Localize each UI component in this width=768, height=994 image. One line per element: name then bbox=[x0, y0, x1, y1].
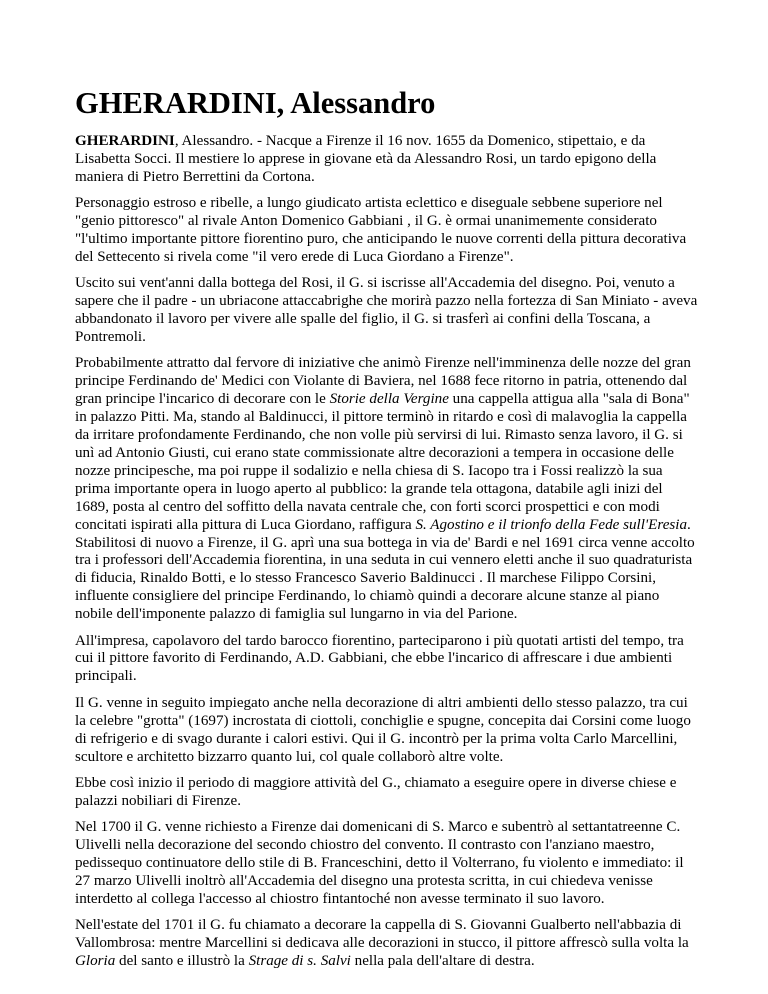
paragraph-9-text-b: del santo e illustrò la bbox=[115, 953, 249, 970]
artwork-title-agostino: S. Agostino e il trionfo della Fede sull'Eresia bbox=[415, 516, 688, 533]
paragraph-4 bbox=[75, 355, 700, 624]
paragraph-9-text-c: nella pala dell'altare di destra. bbox=[350, 953, 535, 970]
artwork-title-storie: Storie della Vergine bbox=[329, 391, 449, 408]
paragraph-4-text-a: Probabilmente attratto dal fervore di iniziative che animò Firenze nell'imminenza delle nozze del gran principe Ferdinando de' Medici con Violante di Baviera, nel 1688 fece ritorno in patria, ottenendo dal gran principe l'incarico di decorare con le bbox=[75, 355, 691, 408]
paragraph-6: Il G. venne in seguito impiegato anche nella decorazione di altri ambienti dello stesso palazzo, tra cui la celebre "grotta" (1697) incrostata di ciottoli, conchiglie e spugne, concepita dai Corsini come luogo di refrigerio e di svago durante i calori estivi. Qui il G. incontrò per la prima volta Carlo Marcellini, scultore e architetto bizzarro quanto lui, col quale collaborò altre volte. bbox=[75, 694, 691, 765]
paragraph-3: Uscito sui vent'anni dalla bottega del Rosi, il G. si iscrisse all'Accademia del disegno. Poi, venuto a sapere che il padre - un ubriacone attaccabrighe che morirà pazzo nella fortezza di San Miniato - aveva abbandonato il lavoro per vivere alle spalle del figlio, il G. si trasferì ai confini della Toscana, a Pontremoli. bbox=[75, 275, 698, 346]
paragraph-9-text-a: Nell'estate del 1701 il G. fu chiamato a decorare la cappella di S. Giovanni Gualberto nell'abbazia di Vallombrosa: mentre Marcellini si dedicava alle decorazioni in stucco, il pittore affrescò sulla volta la bbox=[75, 917, 689, 952]
paragraph-4-text-b: una cappella attigua alla "sala di Bona" in palazzo Pitti. Ma, stando al Baldinucci, il pittore terminò in ritardo e così di malavoglia la cappella da irritare profondamente Ferdinando, che non volle più servirsi di lui. Rimasto senza lavoro, il G. si unì ad Antonio Giusti, cui erano state commissionate altre decorazioni a tempera in occasione delle nozze principesche, ma poi ruppe il sodalizio e nella chiesa di S. Iacopo tra i Fossi realizzò la sua prima importante opera in luogo aperto al pubblico: la grande tela ottagona, databile agli inizi del 1689, posta al centro del soffitto della navata centrale che, con forti scorci prospettici e con modi concitati ispirati alla pittura di Luca Giordano, raffigura bbox=[75, 391, 690, 533]
paragraph-7: Ebbe così inizio il periodo di maggiore attività del G., chiamato a eseguire opere in diverse chiese e palazzi nobiliari di Firenze. bbox=[75, 774, 677, 809]
entry-name: GHERARDINI bbox=[75, 133, 175, 149]
paragraph-1 bbox=[75, 133, 700, 187]
paragraph-4-text-c: . Stabilitosi di nuovo a Firenze, il G. aprì una sua bottega in via de' Bardi e nel 1691 circa venne accolto tra i professori dell'Accademia fiorentina, in una seduta in cui vennero eletti anche il suo quadraturista di fiducia, Rinaldo Botti, e lo stesso Francesco Saverio Baldinucci . Il marchese Filippo Corsini, influente consigliere del principe Ferdinando, lo chiamò quindi a decorare alcune stanze al piano nobile dell'imponente palazzo di famiglia sul lungarno in via del Parione. bbox=[75, 516, 695, 623]
artwork-title-gloria: Gloria bbox=[75, 953, 116, 970]
paragraph-5: All'impresa, capolavoro del tardo barocco fiorentino, parteciparono i più quotati artisti del tempo, tra cui il pittore favorito di Ferdinando, A.D. Gabbiani, che ebbe l'incarico di affrescare i due ambienti principali. bbox=[75, 632, 684, 685]
page-title: GHERARDINI, Alessandro bbox=[75, 86, 436, 120]
paragraph-1-text: , Alessandro. - Nacque a Firenze il 16 nov. 1655 da Domenico, stipettaio, e da Lisabetta Socci. Il mestiere lo apprese in giovane età da Alessandro Rosi, un tardo epigono della maniera di Pietro Berrettini da Cortona. bbox=[75, 133, 657, 185]
paragraph-2: Personaggio estroso e ribelle, a lungo giudicato artista eclettico e diseguale sebbene superiore nel "genio pittoresco" al rivale Anton Domenico Gabbiani , il G. è ormai unanimemente considerato "l'ultimo importante pittore fiorentino puro, che anticipando le nuove correnti della pittura decorativa del Settecento si rivela come "il vero erede di Luca Giordano a Firenze". bbox=[75, 195, 687, 265]
paragraph-9 bbox=[75, 917, 700, 971]
artwork-title-strage: Strage di s. Salvi bbox=[248, 953, 351, 970]
paragraph-8: Nel 1700 il G. venne richiesto a Firenze dai domenicani di S. Marco e subentrò al settantatreenne C. Ulivelli nella decorazione del secondo chiostro del convento. Il contrasto con l'anziano maestro, pedissequo continuatore dello stile di B. Franceschini, detto il Volterrano, fu violento e immediato: il 27 marzo Ulivelli inoltrò all'Accademia del disegno una protesta scritta, in cui chiedeva venisse interdetto al collega l'accesso al chiostro fintantoché non avesse terminato il suo lavoro. bbox=[75, 819, 684, 907]
article bbox=[75, 85, 700, 979]
